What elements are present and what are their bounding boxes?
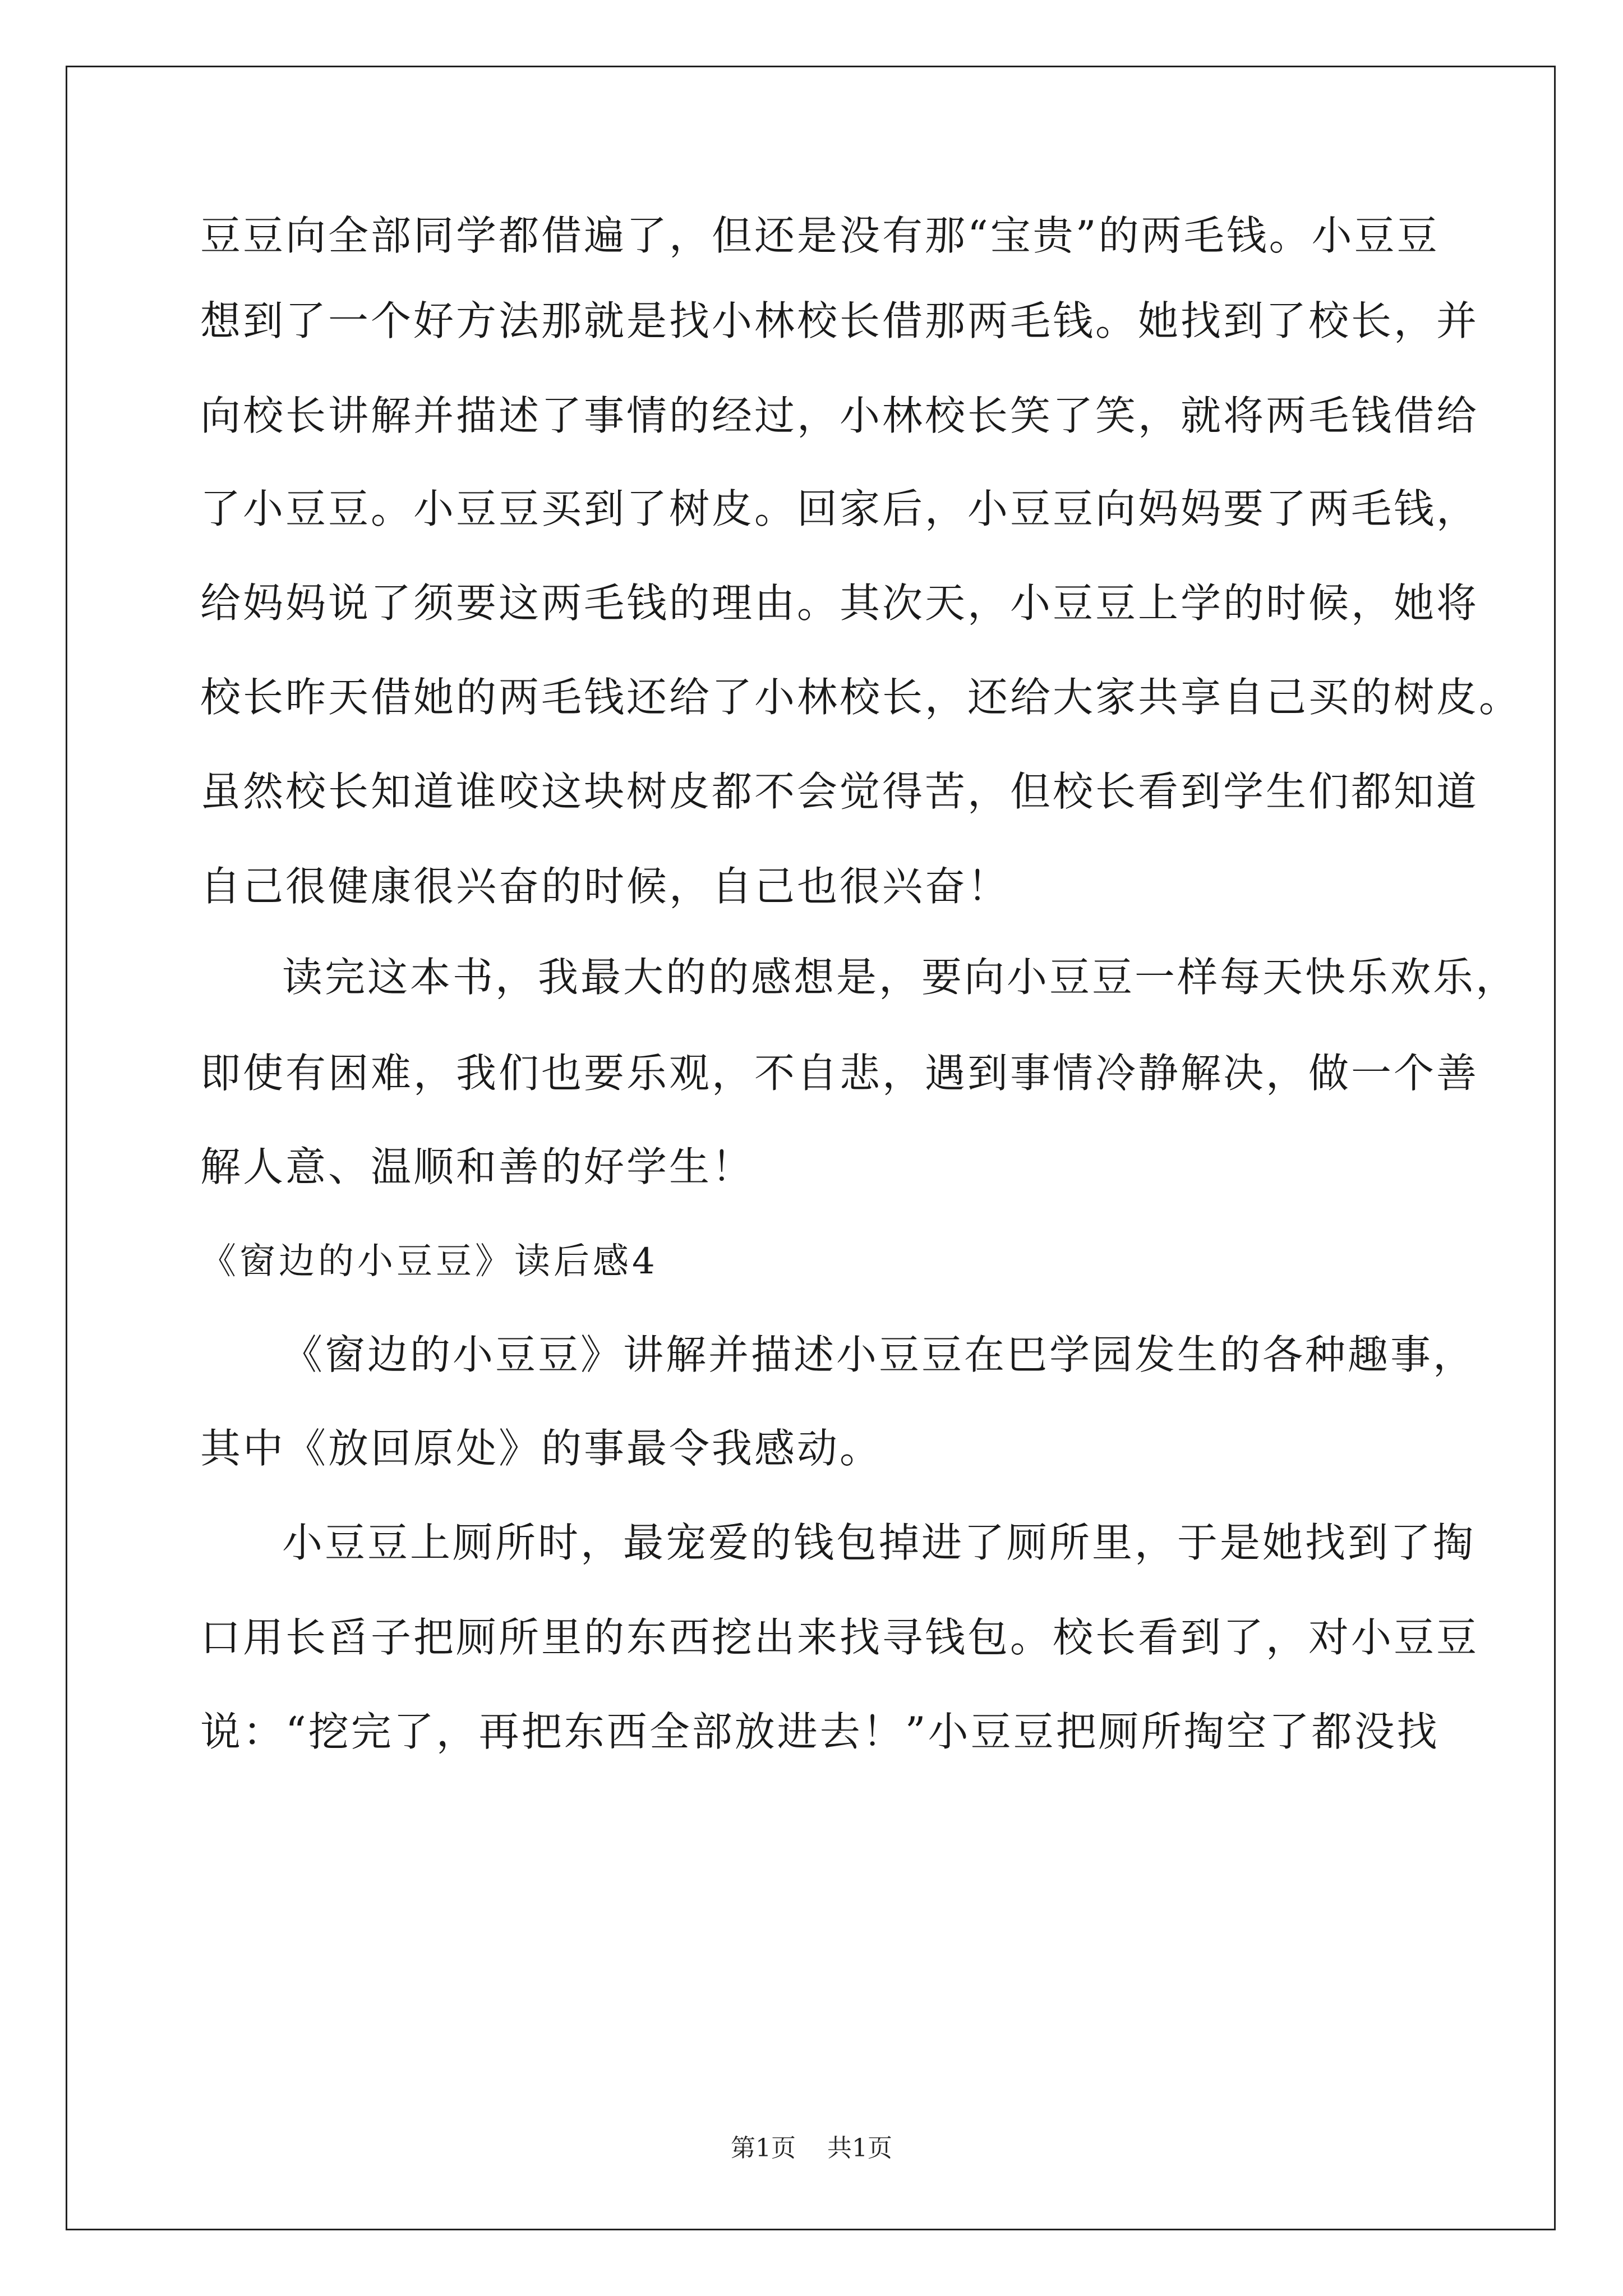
body-line: 即使有困难，我们也要乐观，不自悲，遇到事情冷静解决，做一个善 — [200, 1050, 1479, 1097]
body-line: 想到了一个好方法那就是找小林校长借那两毛钱。她找到了校长，并 — [200, 297, 1479, 344]
body-line: 向校长讲解并描述了事情的经过，小林校长笑了笑，就将两毛钱借给 — [200, 392, 1479, 439]
body-line: 口用长舀子把厕所里的东西挖出来找寻钱包。校长看到了，对小豆豆 — [200, 1614, 1479, 1661]
body-line: 豆豆向全部同学都借遍了，但还是没有那“宝贵”的两毛钱。小豆豆 — [200, 212, 1440, 259]
paragraph-first-line: 读完这本书，我最大的的感想是，要向小豆豆一样每天快乐欢乐， — [282, 954, 1519, 1001]
page-number: 第1页 — [731, 2134, 796, 2162]
page-total: 共1页 — [827, 2134, 892, 2162]
body-line: 给妈妈说了须要这两毛钱的理由。其次天，小豆豆上学的时候，她将 — [200, 579, 1479, 627]
paragraph-first-line: 小豆豆上厕所时，最宠爱的钱包掉进了厕所里，于是她找到了掏 — [282, 1519, 1476, 1566]
body-line: 说：“挖完了，再把东西全部放进去！”小豆豆把厕所掏空了都没找 — [200, 1708, 1440, 1755]
body-line: 其中《放回原处》的事最令我感动。 — [200, 1425, 883, 1472]
body-line: 了小豆豆。小豆豆买到了树皮。回家后，小豆豆向妈妈要了两毛钱， — [200, 485, 1479, 532]
body-line: 自己很健康很兴奋的时候，自己也很兴奋！ — [200, 863, 1011, 910]
body-line: 虽然校长知道谁咬这块树皮都不会觉得苦，但校长看到学生们都知道 — [200, 768, 1479, 815]
body-line: 解人意、温顺和善的好学生！ — [200, 1143, 755, 1190]
paragraph-first-line: 《窗边的小豆豆》讲解并描述小豆豆在巴学园发生的各种趣事， — [282, 1331, 1476, 1378]
section-heading: 《窗边的小豆豆》读后感4 — [200, 1241, 658, 1282]
page-footer — [0, 2132, 1623, 2165]
body-line: 校长昨天借她的两毛钱还给了小林校长，还给大家共享自己买的树皮。 — [200, 674, 1522, 721]
